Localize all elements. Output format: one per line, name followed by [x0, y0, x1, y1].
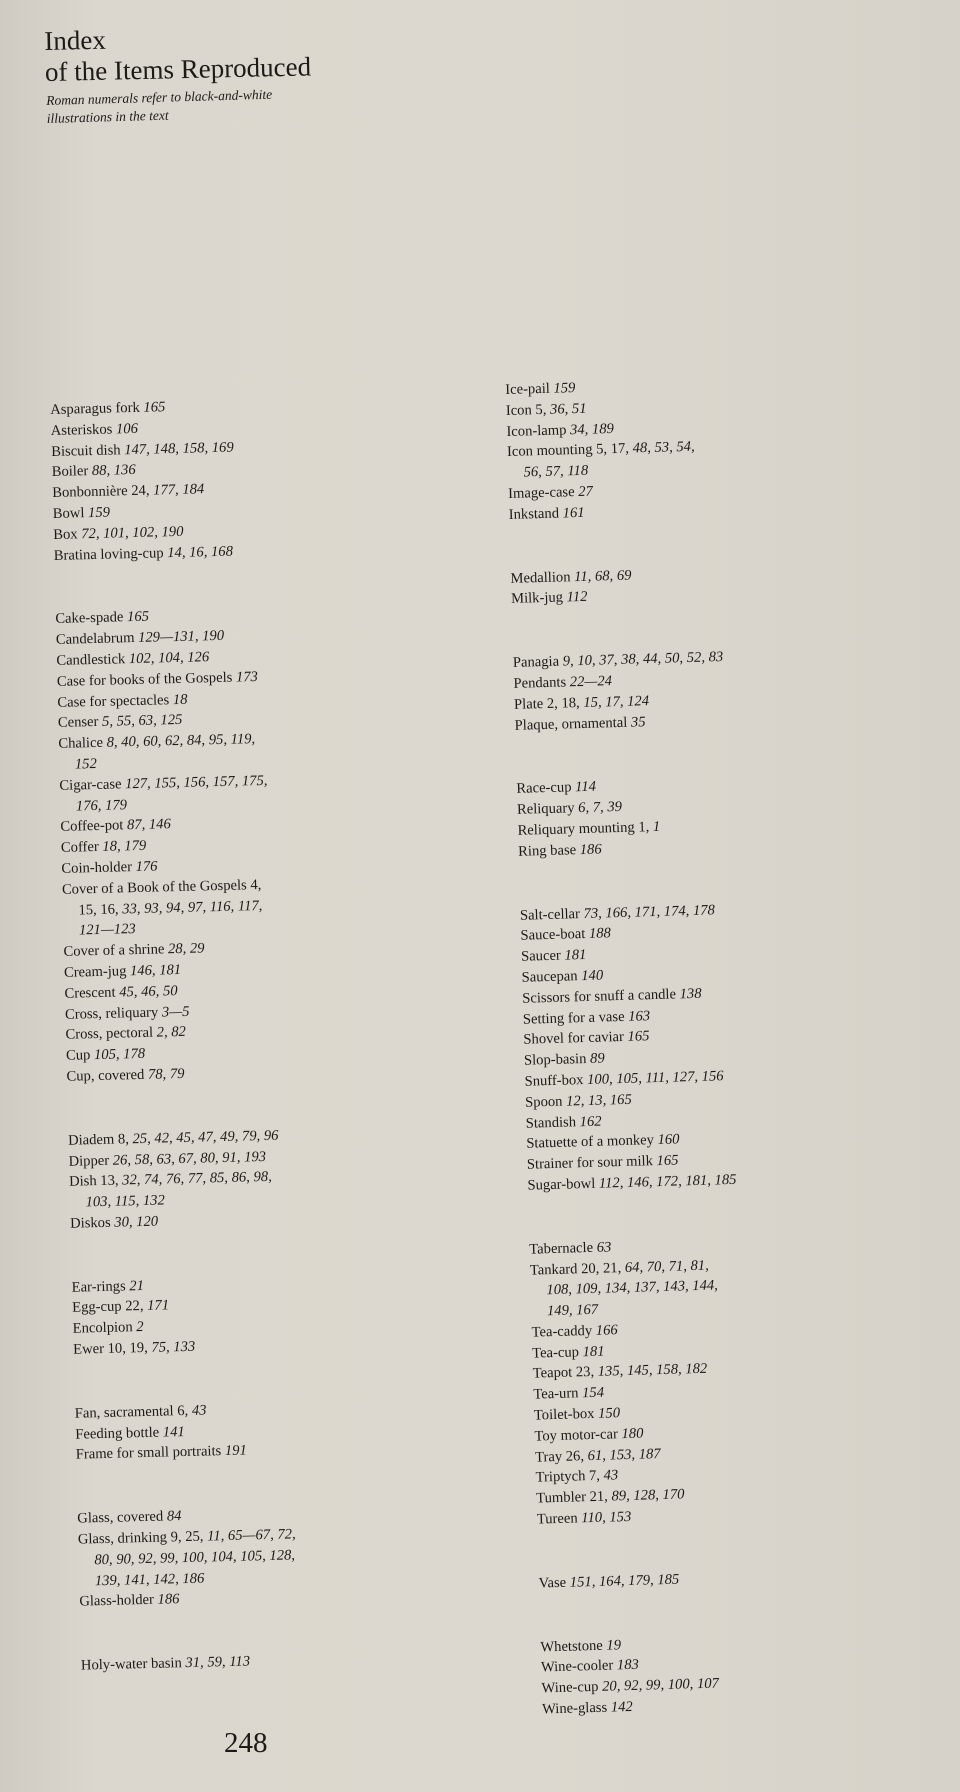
index-term: Icon-lamp: [506, 421, 571, 440]
index-letter-group: [510, 558, 891, 610]
index-page-refs: 165: [656, 1152, 679, 1170]
index-page-refs: 31, 59, 113: [185, 1653, 251, 1672]
index-page-refs: 28, 29: [167, 940, 205, 958]
index-term: Diadem 8,: [67, 1130, 133, 1149]
page-title: [44, 17, 465, 88]
index-term: Feeding bottle: [75, 1424, 164, 1443]
index-term: Cross, pectoral: [65, 1024, 157, 1044]
index-term: Image-case: [507, 483, 579, 502]
index-page-refs: 171: [146, 1297, 170, 1315]
index-page-refs: 176, 179: [75, 796, 128, 815]
index-term: Setting for a vase: [522, 1008, 629, 1028]
index-page-refs: 181: [564, 947, 587, 964]
index-page-refs: 110, 153: [581, 1508, 632, 1527]
index-term: Egg-cup 22,: [72, 1298, 148, 1317]
index-term: Biscuit dish: [51, 441, 125, 460]
index-term: Glass, covered: [77, 1508, 168, 1527]
index-term: Cigar-case: [59, 776, 126, 794]
index-page-refs: 11, 68, 69: [573, 567, 632, 585]
index-term: Milk-jug: [510, 589, 567, 608]
index-page-refs: 30, 120: [114, 1213, 159, 1231]
index-page-refs: 165: [126, 609, 150, 626]
index-page-refs: 14, 16, 168: [167, 543, 234, 561]
index-term: Medallion: [510, 568, 575, 587]
index-term: Plaque, ornamental: [514, 714, 632, 734]
index-page-refs: 146, 181: [129, 961, 182, 980]
index-term: Tabernacle: [529, 1239, 597, 1258]
index-term: Triptych 7,: [535, 1468, 604, 1487]
index-term: Ear-rings: [71, 1278, 130, 1296]
index-page-refs: 26, 58, 63, 67, 80, 91, 193: [112, 1148, 267, 1169]
index-page-refs: 150: [597, 1405, 621, 1422]
index-term: Bowl: [52, 505, 89, 522]
index-page-refs: 20, 92, 99, 100, 107: [601, 1675, 720, 1696]
index-page-refs: 35: [630, 713, 646, 731]
index-term: Coffer: [60, 838, 103, 857]
index-page-refs: 151, 164, 179, 185: [569, 1571, 680, 1591]
index-page-refs: 32, 74, 76, 77, 85, 86, 98,: [122, 1169, 272, 1189]
index-term: Crescent: [64, 984, 120, 1002]
index-term: Box: [53, 526, 82, 543]
index-term: Vase: [538, 1574, 571, 1592]
index-page-refs: 64, 70, 71, 81,: [624, 1257, 709, 1276]
index-term: Holy-water basin: [80, 1655, 186, 1674]
index-page-refs: 106: [115, 420, 139, 438]
index-term: Tureen: [536, 1510, 582, 1528]
index-page-refs: 176: [135, 858, 158, 875]
index-term: Ewer 10, 19,: [73, 1339, 152, 1358]
index-page-refs: 161: [562, 504, 585, 522]
index-page-refs: 180: [621, 1425, 644, 1443]
index-term: Fan, sacramental 6,: [74, 1402, 193, 1422]
index-page-refs: 138: [679, 985, 702, 1003]
index-page-refs: 177, 184: [152, 481, 205, 499]
index-term: 15, 16,: [78, 900, 123, 918]
index-letter-group: [71, 1268, 453, 1360]
index-term: Inkstand: [508, 505, 563, 523]
index-page-refs: 159: [87, 504, 111, 522]
index-term: Candlestick: [56, 651, 130, 669]
index-page-refs: 12, 13, 165: [565, 1091, 632, 1110]
index-term: Wine-glass: [541, 1699, 612, 1718]
index-page-refs: 112, 146, 172, 181, 185: [598, 1171, 737, 1192]
index-term: Reliquary mounting 1,: [517, 819, 654, 839]
index-term: Tray 26,: [534, 1447, 588, 1466]
index-term: Bratina loving-cup: [53, 544, 168, 564]
index-term: Shovel for caviar: [523, 1029, 628, 1049]
index-page-refs: 127, 155, 156, 157, 175,: [124, 772, 268, 793]
index-term: Snuff-box: [524, 1071, 588, 1090]
index-page-refs: 186: [157, 1591, 180, 1609]
index-term: Diskos: [69, 1214, 115, 1232]
index-column-left: [50, 391, 462, 1720]
index-page-refs: 166: [595, 1322, 618, 1339]
index-page-refs: 22—24: [569, 673, 613, 691]
index-letter-group: [520, 895, 908, 1197]
index-term: Ice-pail: [505, 380, 554, 398]
index-page-refs: 186: [579, 841, 602, 858]
index-page-refs: 80, 90, 92, 99, 100, 104, 105, 128,: [94, 1547, 296, 1569]
index-term: Tea-cup: [531, 1343, 583, 1362]
index-term: Cover of a shrine: [63, 941, 169, 960]
index-page-refs: 147, 148, 158, 169: [124, 439, 234, 458]
index-page-refs: 102, 104, 126: [128, 649, 210, 668]
index-page-refs: 129—131, 190: [137, 627, 225, 647]
index-term: Glass, drinking 9, 25,: [77, 1528, 208, 1548]
index-letter-group: [516, 769, 898, 863]
title-line: of the Items Reproduced: [44, 51, 312, 87]
index-term: Coffee-pot: [60, 817, 128, 836]
index-page-refs: 61, 153, 187: [587, 1445, 661, 1464]
index-page-refs: 152: [74, 755, 97, 773]
index-letter-group: [513, 642, 895, 736]
index-term: Toilet-box: [533, 1405, 599, 1424]
index-term: Scissors for snuff a candle: [522, 986, 680, 1007]
index-page-refs: 18, 179: [102, 837, 147, 855]
index-letter-group: [77, 1500, 459, 1613]
index-page-refs: 11, 65—67, 72,: [206, 1526, 296, 1545]
index-term: Glass-holder: [79, 1592, 158, 1611]
index-page-refs: 121—123: [78, 921, 136, 939]
index-page-refs: 2, 82: [156, 1024, 187, 1041]
index-page-refs: 2: [136, 1319, 144, 1336]
index-page-refs: 165: [627, 1028, 650, 1046]
index-page-refs: 140: [581, 967, 604, 985]
index-term: Censer: [57, 714, 103, 732]
index-term: Bonbonnière 24,: [52, 482, 154, 502]
index-entry: [81, 1647, 461, 1677]
index-page-refs: 191: [224, 1442, 247, 1460]
index-page-refs: 72, 101, 102, 190: [81, 523, 184, 543]
subtitle-line: Roman numerals refer to black-and-white: [46, 86, 273, 108]
index-page-refs: 159: [553, 380, 576, 397]
index-term: Toy motor-car: [534, 1426, 622, 1445]
index-page-refs: 163: [627, 1007, 651, 1025]
index-term: Cover of a Book of the Gospels 4,: [61, 876, 262, 898]
index-page-refs: 34, 189: [569, 420, 615, 438]
index-term: Standish: [525, 1113, 580, 1132]
index-term: Case for books of the Gospels: [56, 669, 237, 690]
index-page-refs: 88, 136: [91, 462, 136, 480]
index-page-refs: 183: [616, 1657, 640, 1674]
index-term: Tea-urn: [533, 1385, 583, 1403]
index-page-refs: 114: [574, 778, 597, 796]
index-term: Dipper: [68, 1152, 113, 1170]
index-page-refs: 9, 10, 37, 38, 44, 50, 52, 83: [562, 649, 724, 670]
index-page-refs: 25, 42, 45, 47, 49, 79, 96: [132, 1127, 279, 1147]
index-page-refs: 1: [652, 818, 661, 835]
index-term: Cross, reliquary: [64, 1003, 163, 1023]
index-page-refs: 188: [588, 925, 612, 943]
index-page-refs: 135, 145, 158, 182: [597, 1361, 708, 1381]
index-term: Spoon: [524, 1093, 567, 1111]
subtitle-line: illustrations in the text: [46, 107, 169, 126]
index-term: Tea-caddy: [531, 1322, 597, 1341]
index-term: Strainer for sour milk: [526, 1153, 657, 1173]
index-term: Saucepan: [521, 968, 582, 986]
index-term: Coin-holder: [61, 858, 136, 877]
index-term: Encolpion: [72, 1319, 137, 1338]
index-page-refs: 73, 166, 171, 174, 178: [583, 901, 716, 922]
index-page-refs: 181: [582, 1343, 605, 1360]
index-letter-group: [68, 1121, 450, 1234]
index-page-refs: 87, 146: [126, 816, 171, 834]
index-page-refs: 63: [596, 1239, 612, 1256]
index-letter-group: [505, 369, 889, 525]
index-letter-group: [81, 1647, 461, 1677]
index-page-refs: 33, 93, 94, 97, 116, 117,: [122, 897, 263, 917]
index-term: Statuette of a monkey: [526, 1132, 658, 1153]
index-entry: [538, 1563, 918, 1594]
index-page-refs: 139, 141, 142, 186: [94, 1570, 205, 1589]
index-term: Cup, covered: [66, 1066, 149, 1085]
index-page-refs: 5, 55, 63, 125: [101, 712, 183, 731]
index-page-refs: 89: [589, 1050, 605, 1068]
index-page-refs: 162: [579, 1113, 602, 1130]
index-term: Salt-cellar: [519, 905, 584, 924]
index-term: Tankard 20, 21,: [529, 1259, 626, 1279]
index-page-refs: 75, 133: [151, 1338, 196, 1356]
index-page-refs: 165: [143, 399, 166, 416]
index-term: Asteriskos: [50, 421, 117, 439]
page-number: 248: [224, 1727, 268, 1759]
index-term: Cup: [65, 1047, 95, 1064]
index-page-refs: 108, 109, 134, 137, 143, 144,: [546, 1277, 719, 1299]
index-term: Plate 2, 18,: [513, 694, 584, 713]
index-page-refs: 43: [191, 1402, 207, 1419]
index-term: Icon mounting 5, 17,: [506, 440, 633, 461]
index-term: Case for spectacles: [57, 691, 174, 711]
index-term: Cake-spade: [55, 609, 128, 628]
index-term: Race-cup: [516, 779, 576, 798]
index-page-refs: 56, 57, 118: [523, 462, 589, 481]
index-page-refs: 100, 105, 111, 127, 156: [586, 1068, 724, 1088]
index-page-refs: 112: [566, 589, 588, 606]
index-page-refs: 6, 7, 39: [577, 799, 623, 817]
index-page-refs: 27: [578, 483, 594, 500]
index-letter-group: [50, 391, 434, 567]
index-page-refs: 154: [581, 1384, 605, 1402]
index-page-refs: 3—5: [161, 1003, 190, 1020]
index-term: Icon 5,: [505, 401, 551, 419]
index-page-refs: 8, 40, 60, 62, 84, 95, 119,: [106, 731, 256, 751]
index-page-refs: 103, 115, 132: [85, 1192, 165, 1211]
index-page-refs: 149, 167: [546, 1301, 599, 1320]
title-line: Index: [44, 24, 107, 56]
index-term: Sauce-boat: [520, 926, 590, 945]
index-page-refs: 84: [166, 1508, 182, 1525]
index-page-refs: 19: [606, 1636, 622, 1654]
index-page-refs: 78, 79: [147, 1065, 185, 1083]
index-letter-group: [540, 1627, 922, 1721]
index-term: Tumbler 21,: [536, 1488, 612, 1507]
index-term: Panagia: [512, 653, 563, 672]
index-term: Teapot 23,: [532, 1364, 599, 1383]
index-page-refs: 173: [235, 668, 259, 686]
index-page-refs: 36, 51: [549, 400, 587, 418]
index-letter-group: [55, 600, 447, 1087]
index-term: Wine-cooler: [540, 1657, 618, 1676]
index-term: Asparagus fork: [50, 399, 144, 418]
index-column-right: [505, 369, 923, 1763]
index-page-refs: 43: [603, 1467, 619, 1485]
index-term: Saucer: [520, 947, 565, 965]
index-term: Candelabrum: [55, 630, 139, 649]
index-term: Whetstone: [540, 1637, 607, 1656]
index-page-refs: 142: [610, 1699, 633, 1716]
index-term: Wine-cup: [541, 1679, 603, 1697]
index-term: Pendants: [513, 674, 571, 692]
index-page-refs: 160: [657, 1131, 680, 1149]
index-letter-group: [529, 1229, 917, 1531]
index-term: Cream-jug: [63, 963, 131, 981]
index-term: Frame for small portraits: [75, 1443, 226, 1464]
index-term: Boiler: [51, 463, 93, 481]
index-page-refs: 15, 17, 124: [583, 692, 650, 711]
index-letter-group: [75, 1394, 456, 1466]
index-term: Slop-basin: [523, 1051, 591, 1069]
index-page-refs: 21: [129, 1277, 145, 1295]
index-letter-group: [538, 1563, 918, 1594]
index-page-refs: 48, 53, 54,: [632, 439, 695, 457]
index-term: Sugar-bowl: [527, 1175, 600, 1194]
index-page-refs: 141: [162, 1423, 185, 1441]
index-page-refs: 89, 128, 170: [611, 1486, 685, 1505]
index-term: Dish 13,: [68, 1172, 123, 1191]
index-term: Ring base: [517, 841, 580, 860]
index-term: Reliquary: [516, 800, 579, 818]
page-subtitle: [46, 83, 367, 128]
index-page-refs: 18: [172, 691, 188, 708]
index-term: Chalice: [58, 734, 107, 753]
index-page-refs: 105, 178: [93, 1045, 146, 1064]
index-page-refs: 45, 46, 50: [119, 982, 178, 1001]
